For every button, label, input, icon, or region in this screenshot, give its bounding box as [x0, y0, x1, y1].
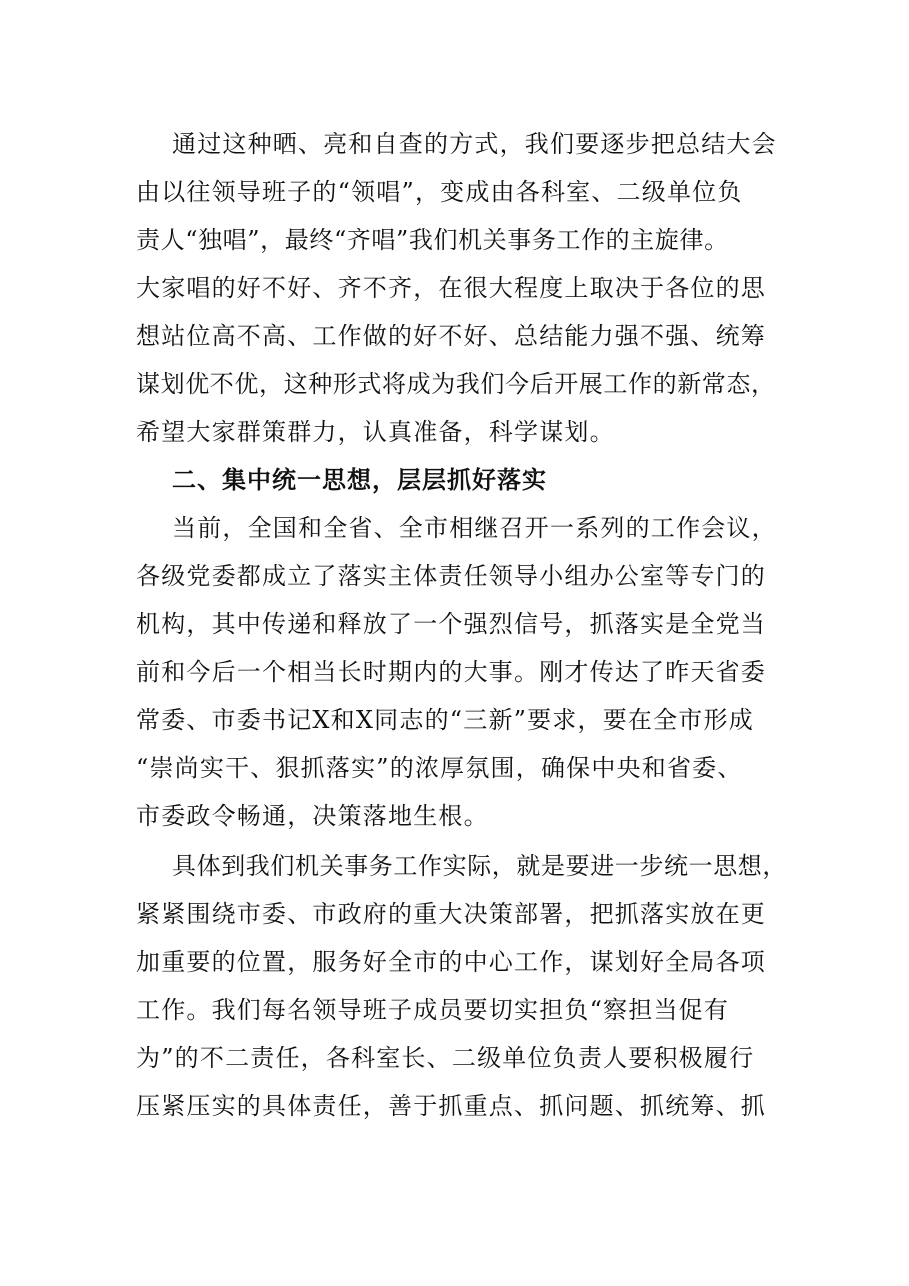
paragraph-1-line-2: 由以往领导班子的“领唱”，变成由各科室、二级单位负: [136, 178, 743, 206]
paragraph-1-line-6: 谋划优不优，这种形式将成为我们今后开展工作的新常态，: [136, 370, 776, 398]
paragraph-1-line-5: 想站位高不高、工作做的好不好、总结能力强不强、统筹: [136, 322, 766, 350]
paragraph-2-line-6: “崇尚实干、狠抓落实”的浓厚氛围，确保中央和省委、: [136, 754, 743, 782]
paragraph-2-line-1: 当前，全国和全省、全市相继召开一系列的工作会议，: [172, 514, 777, 542]
section-heading: 二、集中统一思想，层层抓好落实: [172, 466, 547, 494]
paragraph-1-line-7: 希望大家群策群力，认真准备，科学谋划。: [136, 418, 615, 446]
paragraph-1-line-4: 大家唱的好不好、齐不齐，在很大程度上取决于各位的思: [136, 274, 766, 302]
paragraph-1-line-3: 责人“独唱”，最终“齐唱”我们机关事务工作的主旋律。: [136, 226, 729, 254]
paragraph-2-line-4: 前和今后一个相当长时期内的大事。刚才传达了昨天省委: [136, 658, 766, 686]
paragraph-2-line-3: 机构，其中传递和释放了一个强烈信号，抓落实是全党当: [136, 610, 766, 638]
paragraph-2-line-5: 常委、市委书记X和X同志的“三新”要求，要在全市形成: [136, 706, 754, 734]
paragraph-3-line-1: 具体到我们机关事务工作实际，就是要进一步统一思想，: [172, 852, 787, 880]
paragraph-3-line-4: 工作。我们每名领导班子成员要切实担负“察担当促有: [136, 996, 730, 1024]
paragraph-1-line-1: 通过这种晒、亮和自查的方式，我们要逐步把总结大会: [172, 130, 777, 158]
paragraph-3-line-3: 加重要的位置，服务好全市的中心工作，谋划好全局各项: [136, 948, 766, 976]
paragraph-3-line-2: 紧紧围绕市委、市政府的重大决策部署，把抓落实放在更: [136, 900, 766, 928]
paragraph-2-line-2: 各级党委都成立了落实主体责任领导小组办公室等专门的: [136, 562, 766, 590]
paragraph-3-line-5: 为”的不二责任，各科室长、二级单位负责人要积极履行: [136, 1044, 755, 1072]
paragraph-2-line-7: 市委政令畅通，决策落地生根。: [136, 802, 489, 830]
paragraph-3-line-6: 压紧压实的具体责任，善于抓重点、抓问题、抓统筹、抓: [136, 1092, 766, 1120]
